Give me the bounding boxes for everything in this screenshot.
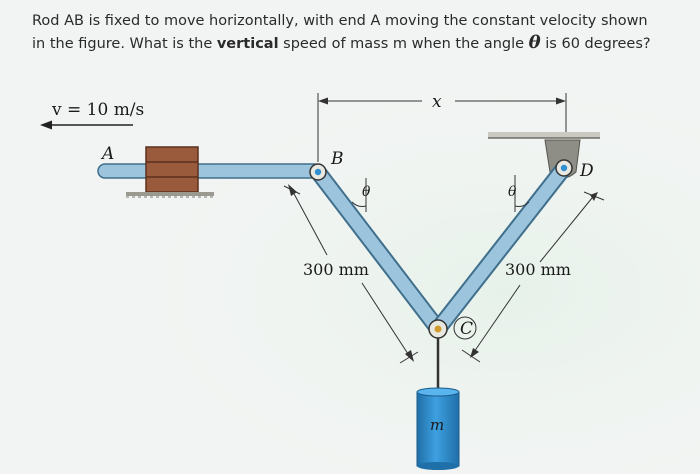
length-right-label: 300 mm	[505, 260, 571, 279]
slider-block	[146, 147, 198, 192]
question-text-part: is 60 degrees?	[540, 36, 651, 52]
pin-B	[310, 164, 326, 180]
mass-label: m	[430, 416, 445, 434]
question-text-part: speed of mass m when the angle	[278, 36, 529, 52]
length-left-label: 300 mm	[303, 260, 369, 279]
label-B: B	[331, 149, 344, 169]
rod-AB	[98, 164, 321, 178]
question-emphasis: vertical	[216, 36, 279, 52]
question-text-part: in the figure. What is the	[32, 36, 217, 52]
label-A: A	[102, 144, 115, 164]
pin-D	[556, 160, 572, 176]
velocity-label: v = 10 m/s	[52, 100, 145, 120]
theta-symbol: θ	[528, 32, 541, 53]
angle-right-label: θ	[508, 184, 517, 200]
dimension-x-label: x	[432, 92, 442, 112]
angle-left-label: θ	[362, 184, 371, 200]
pin-C	[429, 320, 447, 338]
question-line-1: Rod AB is fixed to move horizontally, with end A moving the constant velocity shown	[32, 13, 648, 29]
label-C: C	[460, 319, 474, 339]
label-D: D	[580, 161, 594, 181]
